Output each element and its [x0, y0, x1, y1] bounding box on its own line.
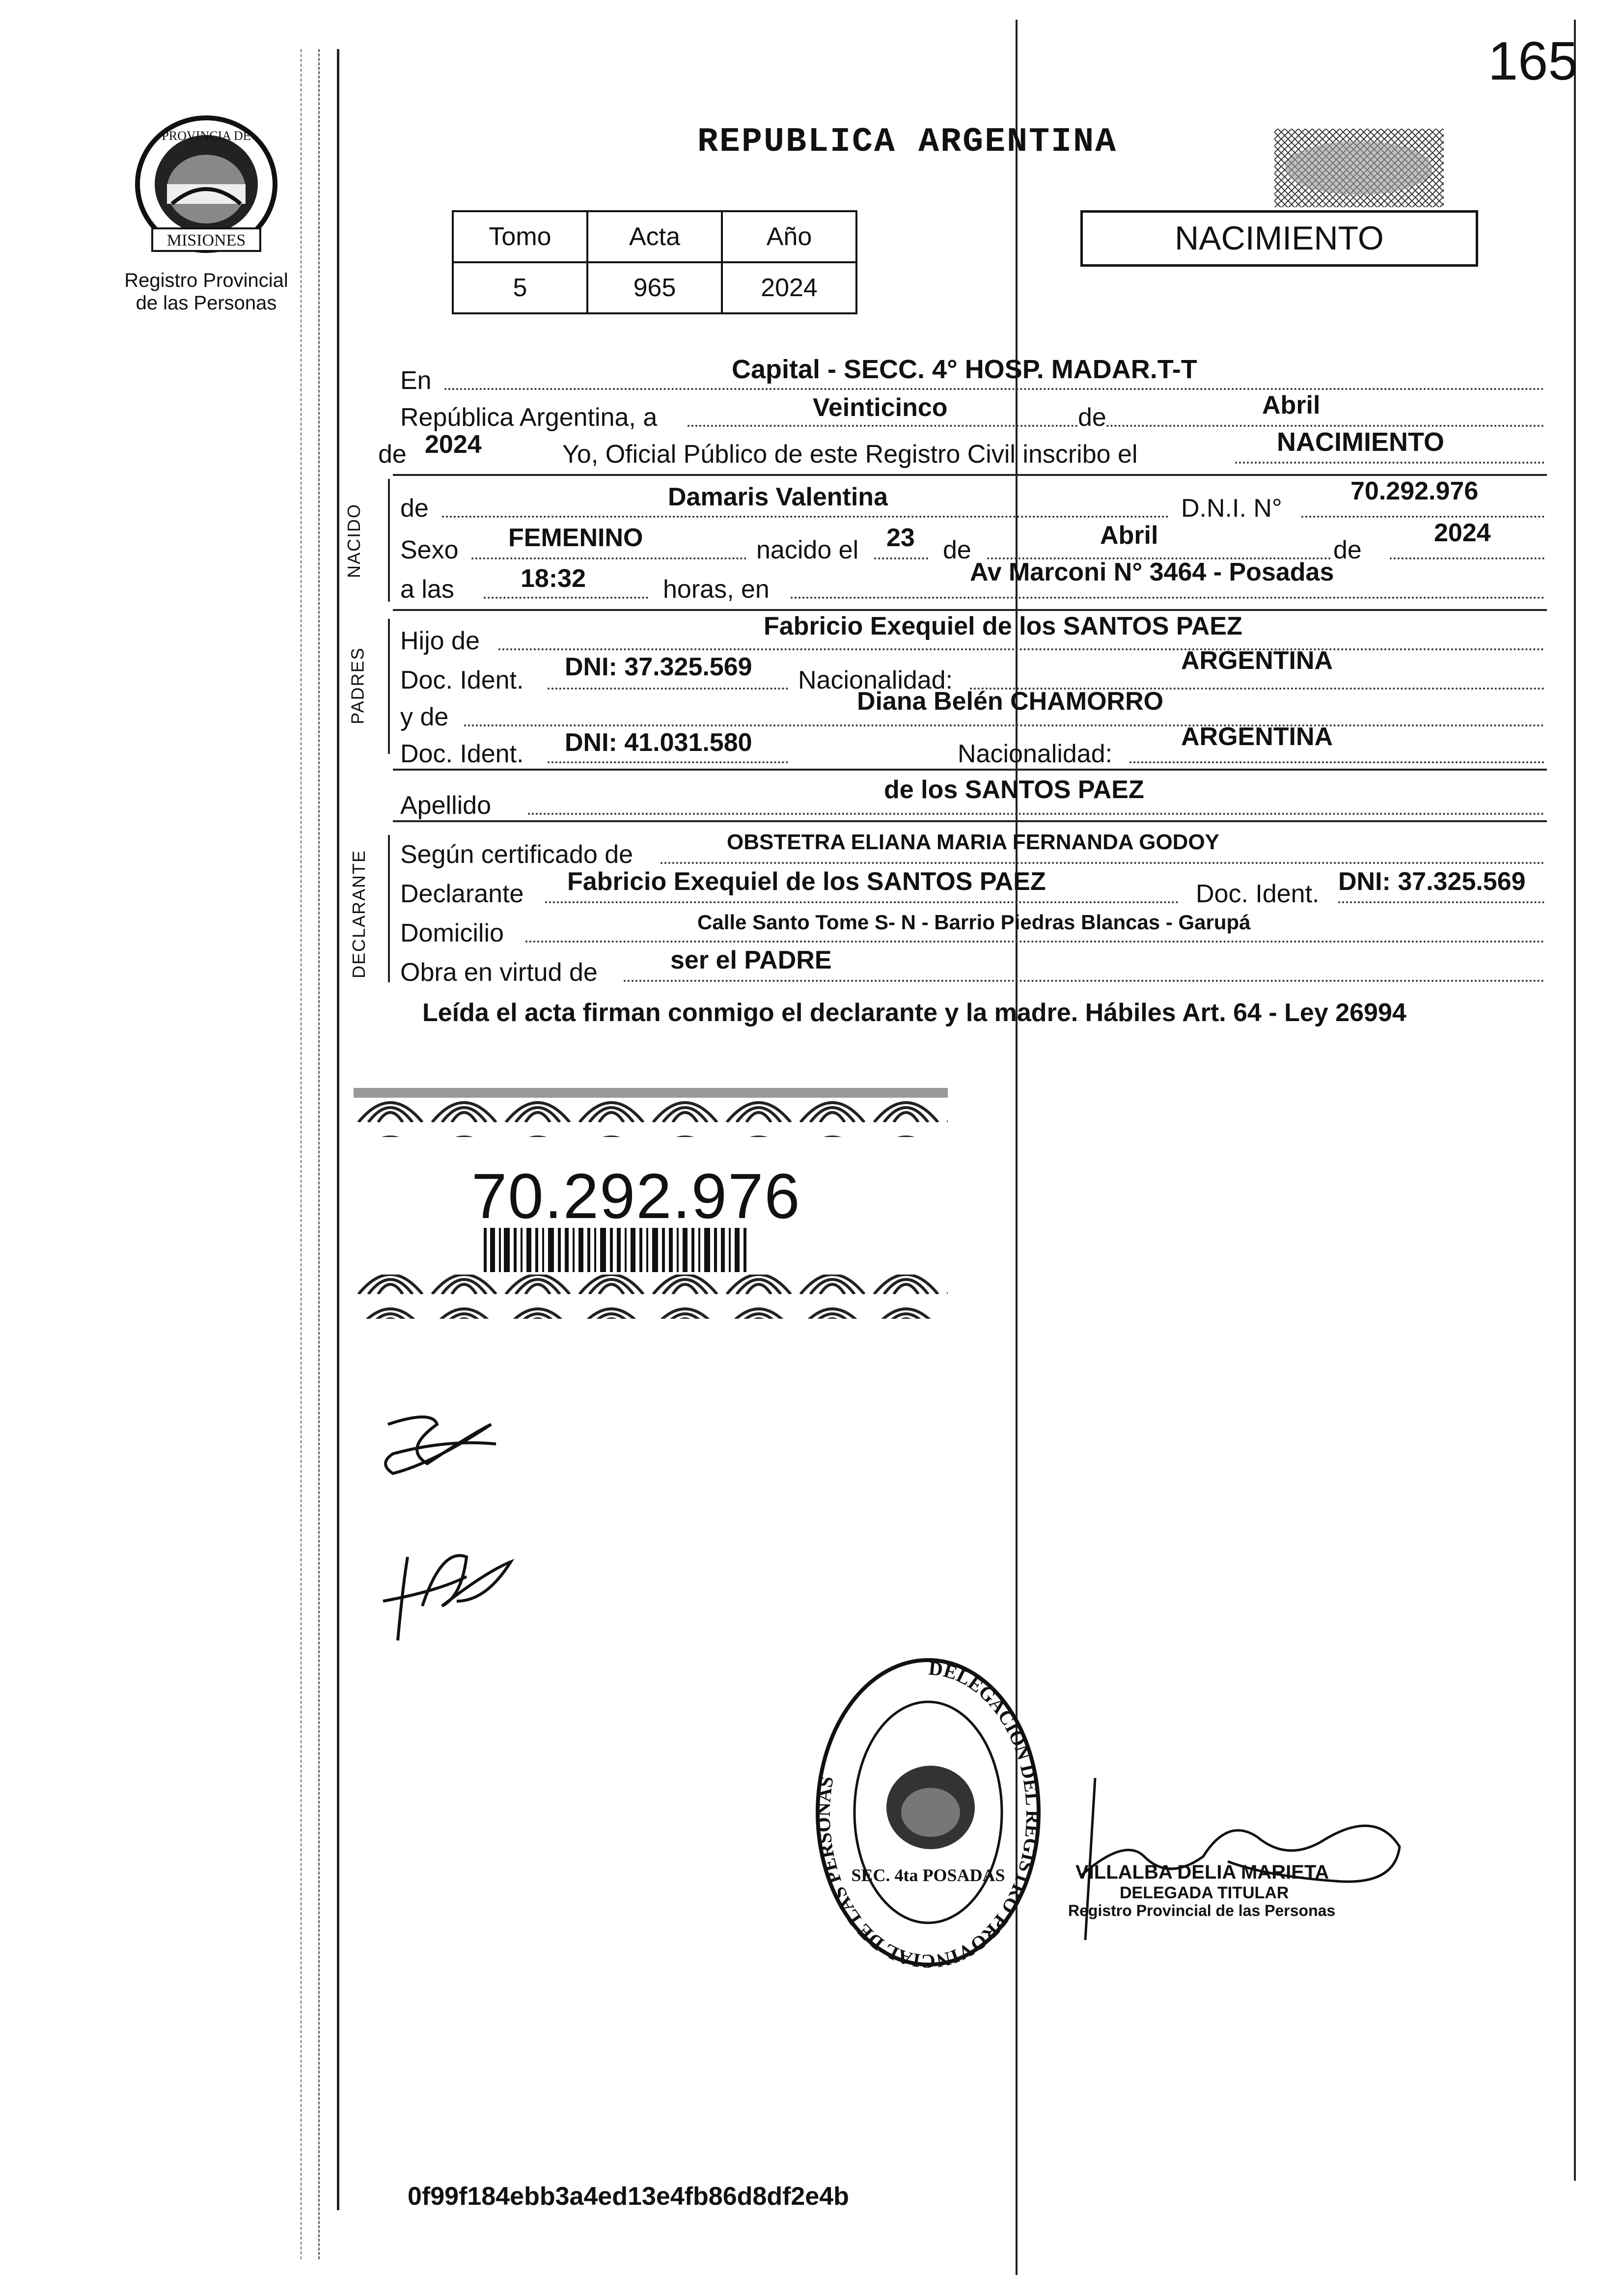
dotted-line: [1301, 516, 1544, 518]
dotted-line: [464, 724, 1544, 726]
tomo-value: 5: [453, 262, 587, 313]
dotted-line: [1129, 761, 1544, 763]
obra-value: ser el PADRE: [670, 946, 832, 974]
right-margin-line: [1574, 20, 1576, 2181]
birth-time-value: 18:32: [521, 564, 586, 593]
acta-header: Acta: [587, 211, 722, 262]
anio-value: 2024: [722, 262, 856, 313]
dotted-line: [624, 980, 1544, 982]
dotted-line: [1390, 557, 1544, 559]
barcode-number: 70.292.976: [471, 1160, 801, 1232]
nacionalidad-label: Nacionalidad:: [798, 666, 953, 694]
hijo-de-label: Hijo de: [400, 627, 480, 655]
left-dash-line: [318, 49, 320, 2259]
apellido-value: de los SANTOS PAEZ: [884, 776, 1144, 804]
obra-label: Obra en virtud de: [400, 958, 598, 987]
declarante-label: Declarante: [400, 880, 524, 908]
sexo-label: Sexo: [400, 536, 459, 564]
page-title: REPUBLICA ARGENTINA: [697, 123, 1118, 162]
mother-signature: [378, 1527, 525, 1655]
a-las-label: a las: [400, 575, 454, 604]
nacido-el-label: nacido el: [756, 536, 859, 564]
republica-label: República Argentina, a: [400, 403, 658, 432]
security-hologram: [1274, 129, 1444, 207]
father-nationality-value: ARGENTINA: [1181, 646, 1333, 675]
province-seal-logo: [123, 111, 290, 258]
inscribe-value: NACIMIENTO: [1277, 427, 1445, 457]
doc-ident-label-3: Doc. Ident.: [1196, 880, 1320, 908]
birth-day-value: 23: [886, 524, 915, 552]
document-hash: 0f99f184ebb3a4ed13e4fb86d8df2e4b: [408, 2182, 849, 2211]
de-label-4: de: [1333, 536, 1362, 564]
left-dash-line-2: [301, 49, 302, 2259]
de-label-2: de: [378, 440, 407, 469]
dotted-line: [688, 425, 1544, 427]
declarante-value: Fabricio Exequiel de los SANTOS PAEZ: [567, 867, 1046, 896]
page-number: 165: [1488, 31, 1578, 91]
birth-place-value: Av Marconi N° 3464 - Posadas: [970, 558, 1334, 586]
father-name-value: Fabricio Exequiel de los SANTOS PAEZ: [764, 612, 1242, 640]
certificado-value: OBSTETRA ELIANA MARIA FERNANDA GODOY: [727, 830, 1220, 854]
dotted-line: [548, 688, 788, 690]
section-bracket: [388, 619, 390, 754]
dni-label: D.N.I. N°: [1181, 494, 1282, 523]
birth-month-value: Abril: [1100, 521, 1158, 550]
official-stamp: [810, 1650, 1046, 1974]
dotted-line: [471, 557, 746, 559]
mother-nationality-value: ARGENTINA: [1181, 722, 1333, 751]
logo-bottom-text: MISIONES: [166, 231, 246, 250]
logo-top-text: PROVINCIA DE: [162, 129, 251, 143]
month-value: Abril: [1262, 391, 1321, 419]
dotted-line: [528, 813, 1544, 815]
section-bracket: [388, 835, 390, 982]
dotted-line: [525, 941, 1544, 943]
nacido-section-label: NACIDO: [344, 503, 364, 579]
dotted-line: [1235, 462, 1544, 464]
doc-ident-label-2: Doc. Ident.: [400, 740, 524, 768]
dotted-line: [442, 516, 1169, 518]
dotted-line: [661, 862, 1544, 864]
nacido-de-label: de: [400, 494, 429, 523]
year-value: 2024: [425, 430, 482, 459]
closing-note: Leída el acta firman conmigo el declarante y la madre. Hábiles Art. 64 - Ley 26994: [422, 999, 1406, 1027]
separator-line: [393, 609, 1547, 611]
registry-table: [452, 210, 857, 314]
logo-caption-line2: de las Personas: [136, 292, 277, 314]
domicilio-label: Domicilio: [400, 919, 504, 947]
official-title: DELEGADA TITULAR: [1120, 1884, 1289, 1902]
domicilio-value: Calle Santo Tome S- N - Barrio Piedras Blancas - Garupá: [697, 911, 1251, 934]
de-label-3: de: [943, 536, 971, 564]
horas-en-label: horas, en: [663, 575, 770, 604]
dotted-line: [874, 557, 928, 559]
tomo-header: Tomo: [453, 211, 587, 262]
birth-year-value: 2024: [1434, 519, 1491, 547]
declarante-section-label: DECLARANTE: [349, 849, 369, 979]
stamp-ring-text: DELEGACION DEL REGISTRO PROVINCIAL DE LAS PERSONAS: [812, 1657, 1045, 1973]
dotted-line: [498, 648, 1544, 650]
mother-dni-value: DNI: 41.031.580: [565, 728, 752, 757]
y-de-label: y de: [400, 703, 449, 731]
logo-caption-line1: Registro Provincial: [124, 270, 288, 291]
dotted-line: [444, 388, 1544, 390]
child-dni-value: 70.292.976: [1350, 477, 1479, 505]
apellido-label: Apellido: [400, 791, 492, 820]
de-label: de: [1078, 403, 1106, 432]
official-name: VILLALBA DELIA MARIETA: [1075, 1861, 1329, 1883]
official-org: Registro Provincial de las Personas: [1068, 1902, 1336, 1919]
anio-header: Año: [722, 211, 856, 262]
section-bracket: [388, 479, 390, 602]
dotted-line: [791, 597, 1544, 599]
mother-name-value: Diana Belén CHAMORRO: [857, 687, 1164, 716]
nacionalidad-label-2: Nacionalidad:: [958, 740, 1113, 768]
dotted-line: [1338, 901, 1544, 903]
father-dni-value: DNI: 37.325.569: [565, 653, 752, 681]
doc-ident-label: Doc. Ident.: [400, 666, 524, 694]
en-label: En: [400, 366, 432, 395]
separator-line: [393, 474, 1547, 476]
declarant-signature: [373, 1405, 506, 1503]
place-value: Capital - SECC. 4° HOSP. MADAR.T-T: [732, 355, 1197, 384]
stamp-center-text: SEC. 4ta POSADAS: [851, 1865, 1005, 1885]
acta-value: 965: [587, 262, 722, 313]
logo-caption: [103, 269, 309, 314]
separator-line: [393, 820, 1547, 822]
child-name-value: Damaris Valentina: [668, 483, 888, 511]
separator-line: [393, 769, 1547, 771]
padres-section-label: PADRES: [347, 647, 368, 724]
act-type-box: NACIMIENTO: [1080, 210, 1478, 267]
dotted-line: [484, 597, 648, 599]
left-margin-line: [337, 49, 339, 2210]
dotted-line: [545, 901, 1179, 903]
dotted-line: [548, 761, 788, 763]
inscribe-text: Yo, Oficial Público de este Registro Civil inscribo el: [562, 440, 1138, 469]
sexo-value: FEMENINO: [508, 524, 643, 552]
day-words-value: Veinticinco: [813, 393, 948, 422]
declarante-dni-value: DNI: 37.325.569: [1338, 867, 1526, 896]
certificado-label: Según certificado de: [400, 840, 633, 869]
